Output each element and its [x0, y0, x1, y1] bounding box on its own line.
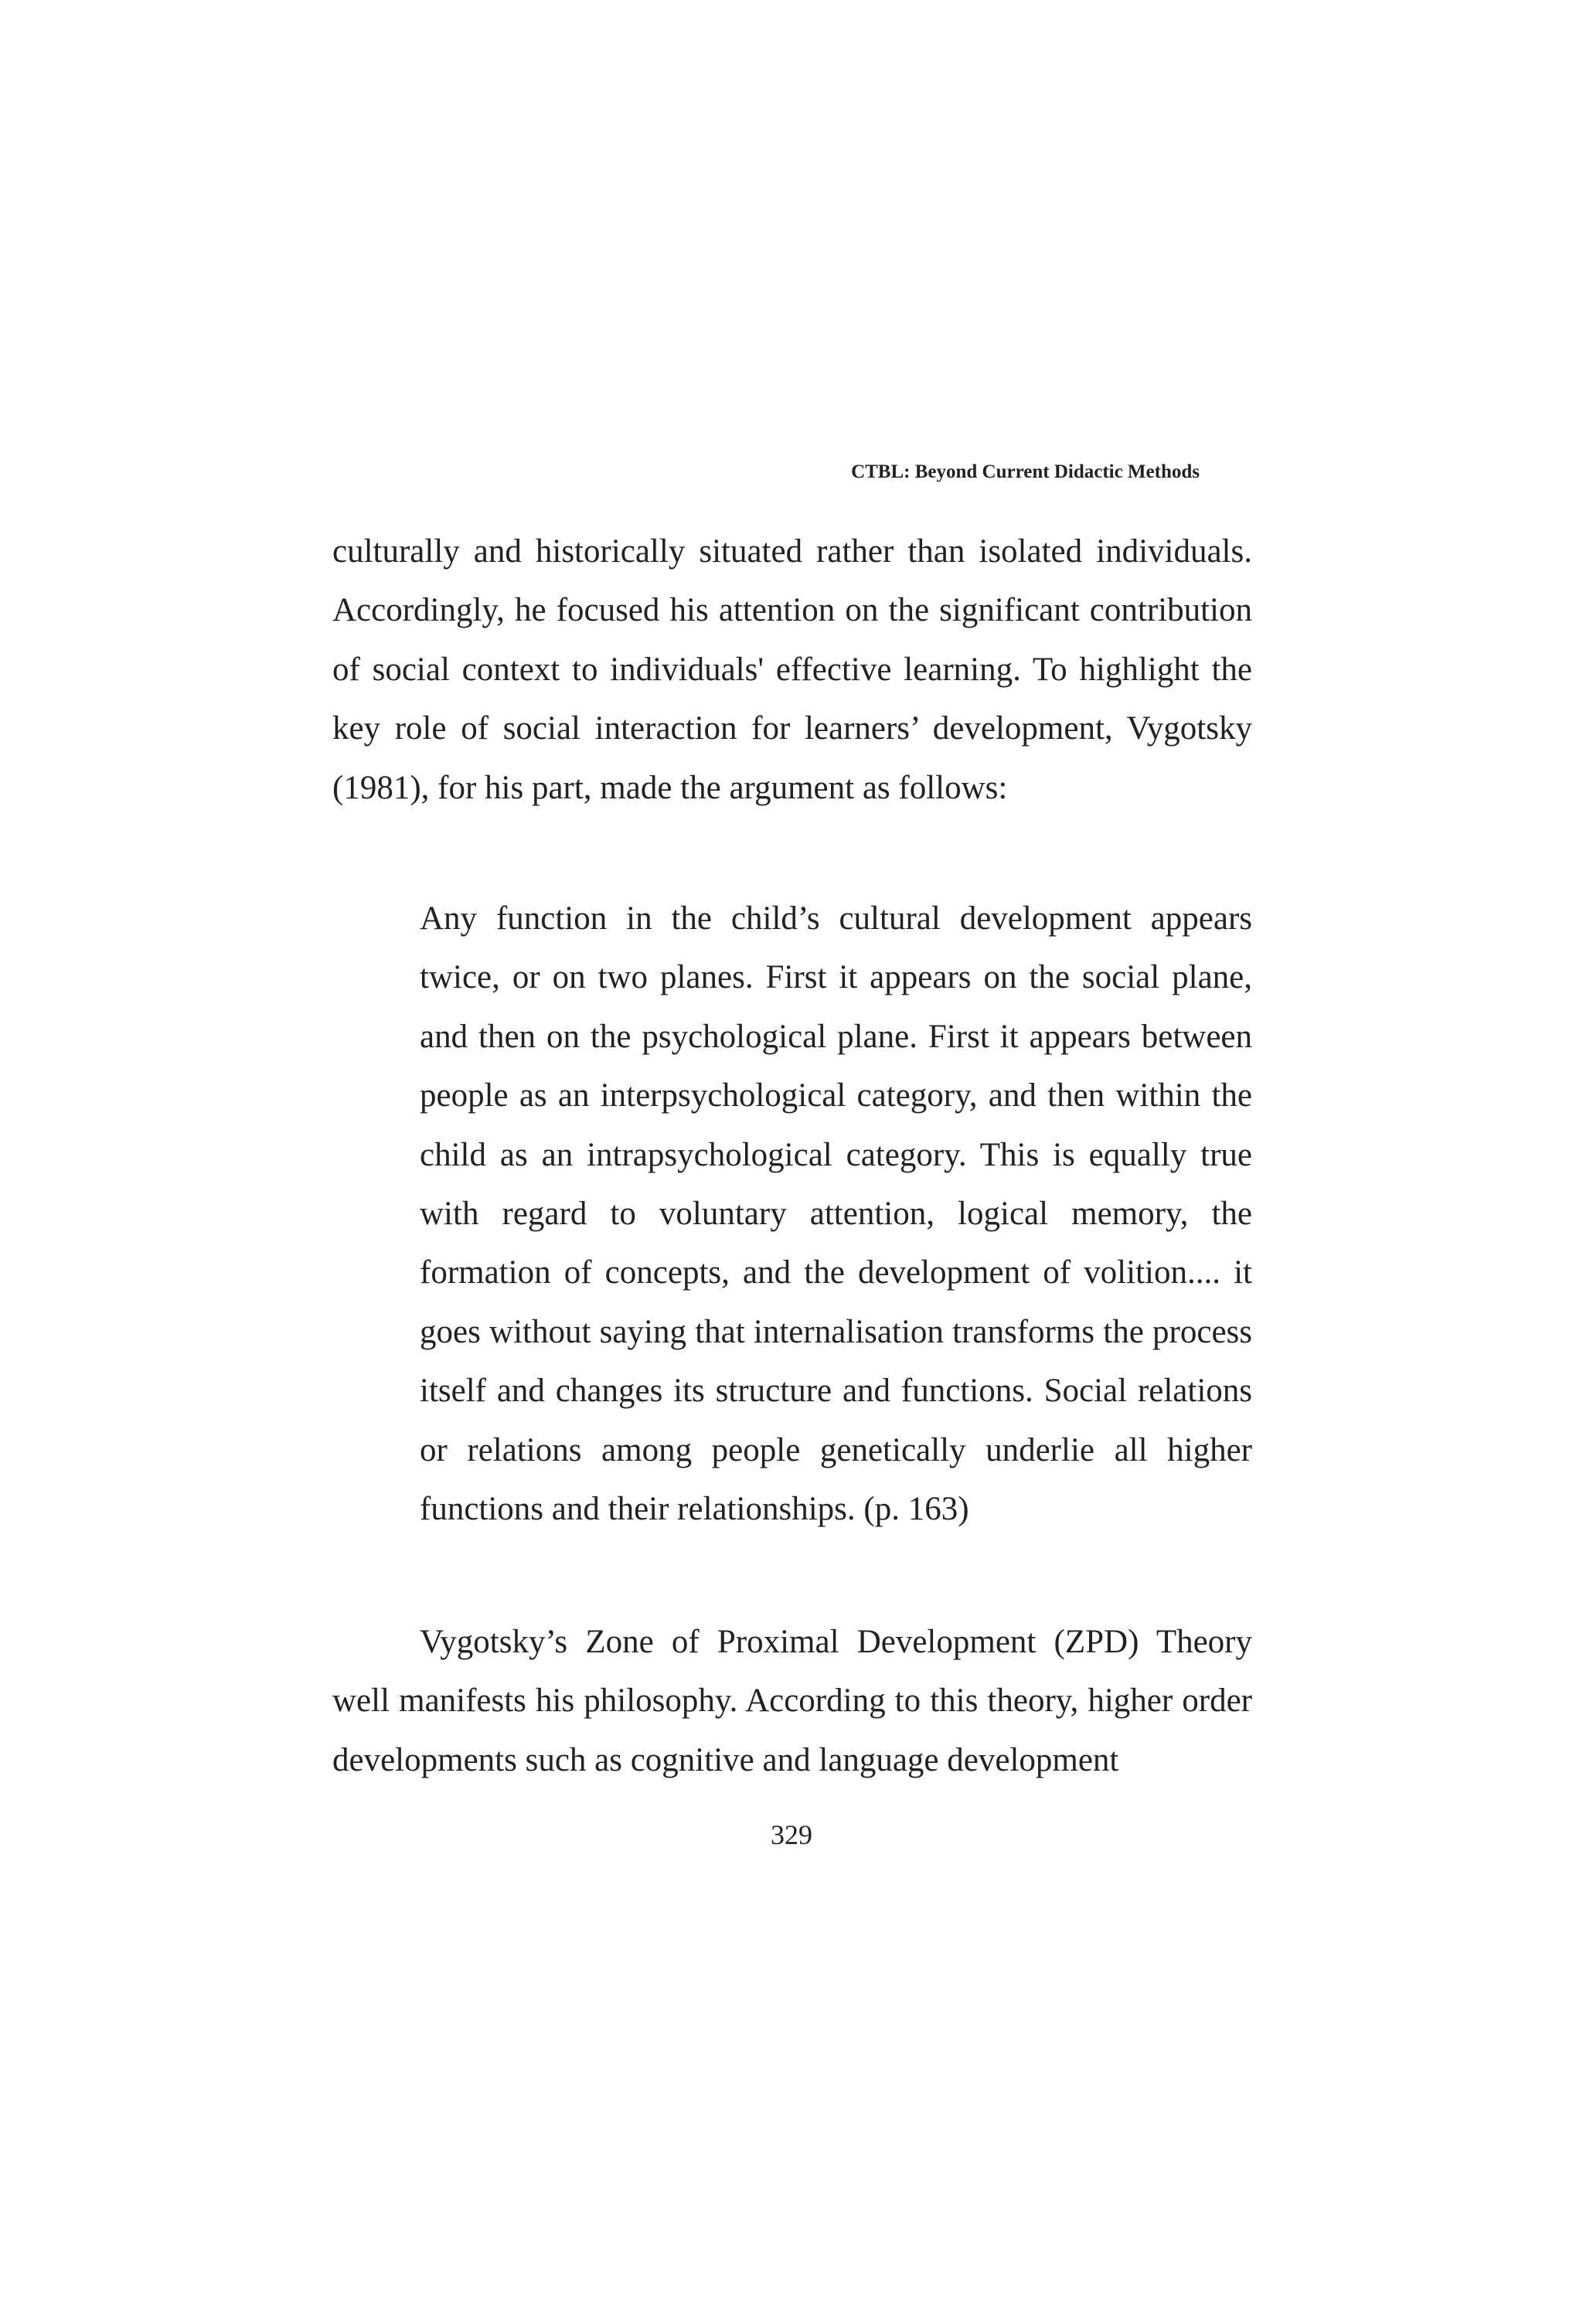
page-number-container: [0, 1818, 1583, 1852]
running-head: CTBL: Beyond Current Didactic Methods: [851, 461, 1200, 482]
body-paragraph: culturally and historically situated rather than isolated individuals. Accordingly, he focused his attention on the significant contribution of social context to individuals' effective learning. To highlight the key role of social interaction for learners’ development, Vygotsky (1981), for his part, made the argument as follows:: [332, 533, 1252, 806]
body-paragraph-after-quote: Vygotsky’s Zone of Proximal Development (ZPD) Theory well manifests his philosophy. According to this theory, higher order developments such as cognitive and language development: [332, 1624, 1252, 1778]
page-number: 329: [771, 1819, 812, 1850]
block-quote: Any function in the child’s cultural development appears twice, or on two planes. First it appears on the social plane, and then on the psychological plane. First it appears between people as an interpsychological category, and then within the child as an intrapsychological category. This is equally true with regard to voluntary attention, logical memory, the formation of concepts, and the development of volition.... it goes without saying that internalisation transforms the process itself and changes its structure and functions. Social relations or relations among people genetically underlie all higher functions and their relationships. (p. 163): [420, 900, 1252, 1528]
